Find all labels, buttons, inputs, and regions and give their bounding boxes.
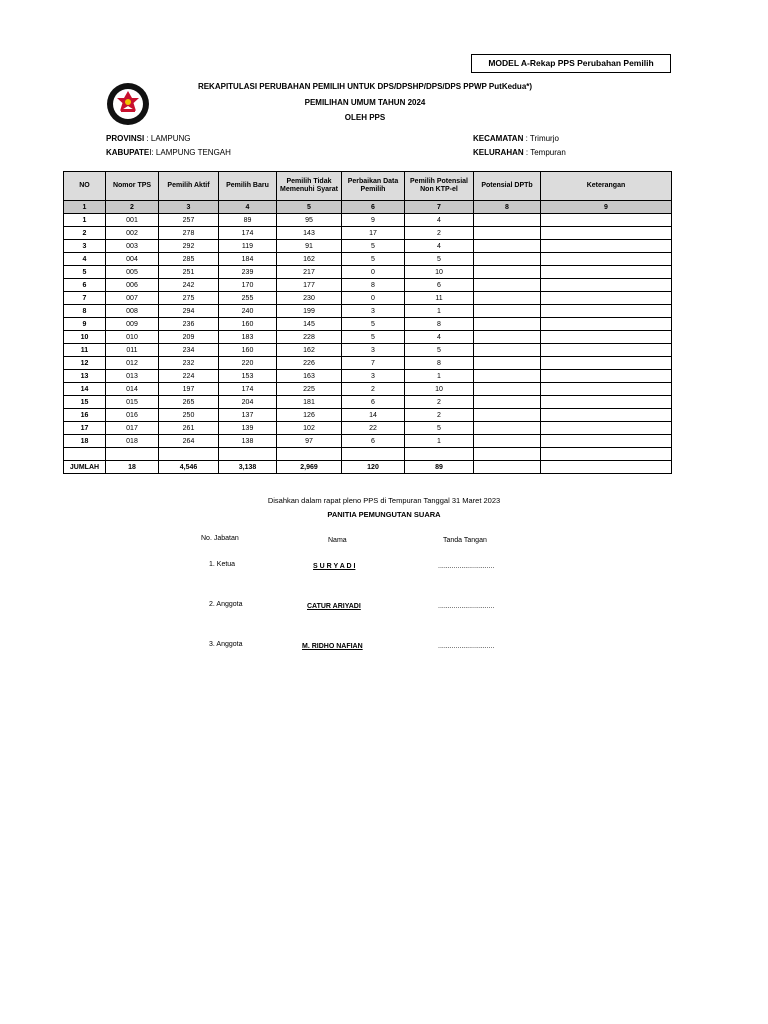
table-row bbox=[64, 240, 672, 253]
column-number: 8 bbox=[474, 201, 541, 214]
table-cell: 2 bbox=[405, 409, 474, 422]
title-line-2: PEMILIHAN UMUM TAHUN 2024 bbox=[304, 98, 426, 107]
table-cell bbox=[541, 279, 672, 292]
table-cell: 8 bbox=[405, 357, 474, 370]
table-cell: 5 bbox=[64, 266, 106, 279]
table-cell: 143 bbox=[277, 227, 342, 240]
total-cell: 18 bbox=[106, 461, 159, 474]
table-cell: 15 bbox=[64, 396, 106, 409]
table-cell: 89 bbox=[219, 214, 277, 227]
table-cell: 261 bbox=[159, 422, 219, 435]
table-row bbox=[64, 305, 672, 318]
table-cell: 2 bbox=[405, 396, 474, 409]
table-cell: 005 bbox=[106, 266, 159, 279]
table-cell bbox=[541, 383, 672, 396]
table-cell: 204 bbox=[219, 396, 277, 409]
table-cell: 91 bbox=[277, 240, 342, 253]
table-cell: 10 bbox=[405, 266, 474, 279]
table-row bbox=[64, 370, 672, 383]
kabupaten-value: I: LAMPUNG TENGAH bbox=[149, 148, 231, 157]
table-cell: 240 bbox=[219, 305, 277, 318]
table-cell: 264 bbox=[159, 435, 219, 448]
table-cell: 3 bbox=[342, 344, 405, 357]
table-cell: 16 bbox=[64, 409, 106, 422]
sig-ttd-3: ............................. bbox=[438, 643, 495, 650]
total-cell: 120 bbox=[342, 461, 405, 474]
table-cell: 153 bbox=[219, 370, 277, 383]
table-cell: 234 bbox=[159, 344, 219, 357]
table-cell: 177 bbox=[277, 279, 342, 292]
table-cell: 95 bbox=[277, 214, 342, 227]
table-cell: 292 bbox=[159, 240, 219, 253]
table-cell: 160 bbox=[219, 318, 277, 331]
table-cell: 294 bbox=[159, 305, 219, 318]
spacer-row bbox=[64, 448, 672, 461]
table-cell: 14 bbox=[64, 383, 106, 396]
table-row bbox=[64, 396, 672, 409]
table-cell: 102 bbox=[277, 422, 342, 435]
title-line-3: OLEH PPS bbox=[344, 113, 386, 122]
table-cell: 275 bbox=[159, 292, 219, 305]
kelurahan-label: KELURAHAN bbox=[473, 148, 524, 157]
sig-col-jabatan: No. Jabatan bbox=[201, 535, 239, 542]
table-cell: 4 bbox=[64, 253, 106, 266]
table-cell: 2 bbox=[64, 227, 106, 240]
table-cell: 5 bbox=[405, 253, 474, 266]
kabupaten-label: KABUPATE bbox=[106, 148, 150, 157]
column-number: 2 bbox=[106, 201, 159, 214]
table-cell: 13 bbox=[64, 370, 106, 383]
table-row bbox=[64, 318, 672, 331]
table-cell: 002 bbox=[106, 227, 159, 240]
table-cell bbox=[474, 344, 541, 357]
table-cell: 239 bbox=[219, 266, 277, 279]
table-cell: 10 bbox=[405, 383, 474, 396]
table-cell: 162 bbox=[277, 344, 342, 357]
table-cell: 265 bbox=[159, 396, 219, 409]
table-cell: 1 bbox=[64, 214, 106, 227]
table-cell bbox=[541, 331, 672, 344]
column-number: 1 bbox=[64, 201, 106, 214]
table-cell: 278 bbox=[159, 227, 219, 240]
table-cell: 009 bbox=[106, 318, 159, 331]
table-cell: 9 bbox=[342, 214, 405, 227]
kecamatan-row bbox=[473, 134, 559, 143]
provinsi-value: : LAMPUNG bbox=[146, 134, 191, 143]
table-body bbox=[64, 201, 672, 474]
table-cell: 137 bbox=[219, 409, 277, 422]
table-cell: 199 bbox=[277, 305, 342, 318]
column-header: Pemilih Tidak Memenuhi Syarat bbox=[277, 172, 342, 201]
table-cell: 11 bbox=[405, 292, 474, 305]
table-cell: 17 bbox=[64, 422, 106, 435]
table-row bbox=[64, 435, 672, 448]
table-cell: 226 bbox=[277, 357, 342, 370]
table-cell: 162 bbox=[277, 253, 342, 266]
total-cell: 2,969 bbox=[277, 461, 342, 474]
table-cell: 220 bbox=[219, 357, 277, 370]
table-cell bbox=[474, 331, 541, 344]
table-cell: 285 bbox=[159, 253, 219, 266]
column-number: 3 bbox=[159, 201, 219, 214]
table-cell bbox=[159, 448, 219, 461]
table-cell: 0 bbox=[342, 266, 405, 279]
table-cell bbox=[541, 435, 672, 448]
table-cell bbox=[541, 318, 672, 331]
table-cell: 217 bbox=[277, 266, 342, 279]
table-cell bbox=[541, 240, 672, 253]
table-cell: 170 bbox=[219, 279, 277, 292]
table-cell bbox=[541, 448, 672, 461]
table-cell: 5 bbox=[342, 253, 405, 266]
table-cell: 10 bbox=[64, 331, 106, 344]
table-cell bbox=[474, 370, 541, 383]
table-cell: 160 bbox=[219, 344, 277, 357]
total-cell: 4,546 bbox=[159, 461, 219, 474]
table-cell: 257 bbox=[159, 214, 219, 227]
table-cell: 016 bbox=[106, 409, 159, 422]
table-cell bbox=[541, 292, 672, 305]
table-cell: 013 bbox=[106, 370, 159, 383]
table-row bbox=[64, 279, 672, 292]
table-cell bbox=[541, 266, 672, 279]
table-row bbox=[64, 253, 672, 266]
table-cell: 232 bbox=[159, 357, 219, 370]
table-cell: 5 bbox=[405, 422, 474, 435]
column-number-row bbox=[64, 201, 672, 214]
table-cell bbox=[405, 448, 474, 461]
provinsi-label: PROVINSI bbox=[106, 134, 145, 143]
kpu-logo-icon bbox=[106, 82, 150, 126]
sig-nama-3: M. RIDHO NAFIAN bbox=[302, 643, 363, 650]
table-row bbox=[64, 227, 672, 240]
table-cell: 003 bbox=[106, 240, 159, 253]
table-cell: 11 bbox=[64, 344, 106, 357]
table-cell: 5 bbox=[342, 318, 405, 331]
column-header: Keterangan bbox=[541, 172, 672, 201]
table-cell: 001 bbox=[106, 214, 159, 227]
table-row bbox=[64, 331, 672, 344]
table-cell bbox=[541, 370, 672, 383]
table-cell: 3 bbox=[64, 240, 106, 253]
table-row bbox=[64, 422, 672, 435]
table-cell: 9 bbox=[64, 318, 106, 331]
column-number: 4 bbox=[219, 201, 277, 214]
provinsi-row bbox=[106, 134, 190, 143]
table-cell bbox=[541, 305, 672, 318]
table-cell: 014 bbox=[106, 383, 159, 396]
table-cell: 1 bbox=[405, 305, 474, 318]
table-cell: 163 bbox=[277, 370, 342, 383]
total-cell: 89 bbox=[405, 461, 474, 474]
table-cell: 12 bbox=[64, 357, 106, 370]
table-cell: 4 bbox=[405, 331, 474, 344]
table-cell: 2 bbox=[342, 383, 405, 396]
approval-line-2: PANITIA PEMUNGUTAN SUARA bbox=[327, 510, 441, 519]
table-cell: 209 bbox=[159, 331, 219, 344]
table-cell: 008 bbox=[106, 305, 159, 318]
table-cell: 011 bbox=[106, 344, 159, 357]
table-cell bbox=[541, 227, 672, 240]
table-cell: 8 bbox=[64, 305, 106, 318]
column-header: Potensial DPTb bbox=[474, 172, 541, 201]
sig-jabatan-1: 1. Ketua bbox=[209, 561, 236, 568]
table-cell: 184 bbox=[219, 253, 277, 266]
table-header-row bbox=[64, 172, 672, 201]
table-cell bbox=[474, 318, 541, 331]
table-cell: 012 bbox=[106, 357, 159, 370]
kelurahan-row bbox=[473, 148, 566, 157]
table-row bbox=[64, 409, 672, 422]
table-cell bbox=[474, 227, 541, 240]
table-cell bbox=[474, 279, 541, 292]
table-cell: 224 bbox=[159, 370, 219, 383]
total-row bbox=[64, 461, 672, 474]
table-cell bbox=[541, 396, 672, 409]
table-row bbox=[64, 266, 672, 279]
table-cell bbox=[474, 292, 541, 305]
table-cell: 14 bbox=[342, 409, 405, 422]
table-cell bbox=[474, 409, 541, 422]
table-cell: 8 bbox=[342, 279, 405, 292]
table-cell bbox=[474, 214, 541, 227]
table-row bbox=[64, 292, 672, 305]
table-cell: 174 bbox=[219, 383, 277, 396]
table-cell: 6 bbox=[405, 279, 474, 292]
table-cell: 1 bbox=[405, 435, 474, 448]
table-cell: 18 bbox=[64, 435, 106, 448]
table-cell: 6 bbox=[342, 396, 405, 409]
table-cell: 119 bbox=[219, 240, 277, 253]
table-cell: 174 bbox=[219, 227, 277, 240]
table-cell: 242 bbox=[159, 279, 219, 292]
table-cell bbox=[474, 422, 541, 435]
total-cell bbox=[541, 461, 672, 474]
table-cell bbox=[541, 409, 672, 422]
table-cell: 3 bbox=[342, 370, 405, 383]
table-cell: 197 bbox=[159, 383, 219, 396]
table-cell bbox=[474, 357, 541, 370]
table-cell: 6 bbox=[342, 435, 405, 448]
column-header: Pemilih Aktif bbox=[159, 172, 219, 201]
table-cell: 4 bbox=[405, 240, 474, 253]
column-header: NO bbox=[64, 172, 106, 201]
total-cell: 3,138 bbox=[219, 461, 277, 474]
sig-ttd-2: ............................. bbox=[438, 603, 495, 610]
table-cell: 236 bbox=[159, 318, 219, 331]
table-cell: 8 bbox=[405, 318, 474, 331]
table-cell bbox=[474, 305, 541, 318]
approval-line-1: Disahkan dalam rapat pleno PPS di Tempuran Tanggal 31 Maret 2023 bbox=[267, 496, 501, 505]
total-cell bbox=[474, 461, 541, 474]
sig-jabatan-2: 2. Anggota bbox=[209, 601, 243, 608]
column-number: 5 bbox=[277, 201, 342, 214]
sig-col-nama: Nama bbox=[328, 537, 347, 544]
table-cell bbox=[541, 422, 672, 435]
table-cell: 2 bbox=[405, 227, 474, 240]
table-cell bbox=[277, 448, 342, 461]
table-cell: 4 bbox=[405, 214, 474, 227]
column-number: 7 bbox=[405, 201, 474, 214]
table-cell bbox=[474, 435, 541, 448]
table-row bbox=[64, 214, 672, 227]
kecamatan-label: KECAMATAN bbox=[473, 134, 524, 143]
table-cell: 006 bbox=[106, 279, 159, 292]
table-cell: 17 bbox=[342, 227, 405, 240]
table-cell: 255 bbox=[219, 292, 277, 305]
table-cell: 251 bbox=[159, 266, 219, 279]
total-cell: JUMLAH bbox=[64, 461, 106, 474]
table-cell bbox=[474, 383, 541, 396]
table-cell: 004 bbox=[106, 253, 159, 266]
table-cell bbox=[541, 357, 672, 370]
column-number: 9 bbox=[541, 201, 672, 214]
table-cell: 145 bbox=[277, 318, 342, 331]
sig-ttd-1: ............................. bbox=[438, 563, 495, 570]
table-cell: 5 bbox=[342, 331, 405, 344]
table-cell: 0 bbox=[342, 292, 405, 305]
kabupaten-row bbox=[106, 148, 231, 157]
table-cell bbox=[474, 240, 541, 253]
table-cell: 5 bbox=[405, 344, 474, 357]
table-cell: 007 bbox=[106, 292, 159, 305]
table-cell: 138 bbox=[219, 435, 277, 448]
table-cell: 6 bbox=[64, 279, 106, 292]
column-header: Pemilih Baru bbox=[219, 172, 277, 201]
table-cell bbox=[342, 448, 405, 461]
table-cell: 183 bbox=[219, 331, 277, 344]
table-cell: 139 bbox=[219, 422, 277, 435]
table-cell: 97 bbox=[277, 435, 342, 448]
table-cell bbox=[219, 448, 277, 461]
table-cell: 7 bbox=[342, 357, 405, 370]
table-cell bbox=[541, 344, 672, 357]
column-header: Nomor TPS bbox=[106, 172, 159, 201]
column-number: 6 bbox=[342, 201, 405, 214]
table-cell: 230 bbox=[277, 292, 342, 305]
table-cell: 010 bbox=[106, 331, 159, 344]
column-header: Pemilih Potensial Non KTP-el bbox=[405, 172, 474, 201]
sig-nama-2: CATUR ARIYADI bbox=[307, 603, 361, 610]
table-cell bbox=[474, 266, 541, 279]
table-cell: 250 bbox=[159, 409, 219, 422]
sig-nama-1: S U R Y A D I bbox=[313, 563, 356, 570]
table-cell: 018 bbox=[106, 435, 159, 448]
table-cell: 5 bbox=[342, 240, 405, 253]
table-cell bbox=[64, 448, 106, 461]
table-cell: 22 bbox=[342, 422, 405, 435]
column-header: Perbaikan Data Pemilih bbox=[342, 172, 405, 201]
table-cell: 126 bbox=[277, 409, 342, 422]
table-row bbox=[64, 344, 672, 357]
table-cell: 225 bbox=[277, 383, 342, 396]
kelurahan-value: : Tempuran bbox=[525, 148, 566, 157]
table-row bbox=[64, 357, 672, 370]
table-cell: 228 bbox=[277, 331, 342, 344]
sig-jabatan-3: 3. Anggota bbox=[209, 641, 243, 648]
table-cell bbox=[106, 448, 159, 461]
model-label: MODEL A-Rekap PPS Perubahan Pemilih bbox=[471, 54, 671, 73]
table-cell: 3 bbox=[342, 305, 405, 318]
rekap-table bbox=[63, 171, 672, 474]
table-cell bbox=[541, 214, 672, 227]
table-cell: 017 bbox=[106, 422, 159, 435]
table-cell bbox=[474, 396, 541, 409]
sig-col-ttd: Tanda Tangan bbox=[443, 537, 487, 544]
table-cell bbox=[474, 448, 541, 461]
table-cell: 1 bbox=[405, 370, 474, 383]
table-cell bbox=[474, 253, 541, 266]
table-cell: 7 bbox=[64, 292, 106, 305]
table-cell: 181 bbox=[277, 396, 342, 409]
table-cell bbox=[541, 253, 672, 266]
title-line-1: REKAPITULASI PERUBAHAN PEMILIH UNTUK DPS/DPSHP/DPS/DPS PPWP PutKedua*) bbox=[197, 82, 533, 91]
kecamatan-value: : Trimurjo bbox=[525, 134, 559, 143]
table-row bbox=[64, 383, 672, 396]
table-cell: 015 bbox=[106, 396, 159, 409]
